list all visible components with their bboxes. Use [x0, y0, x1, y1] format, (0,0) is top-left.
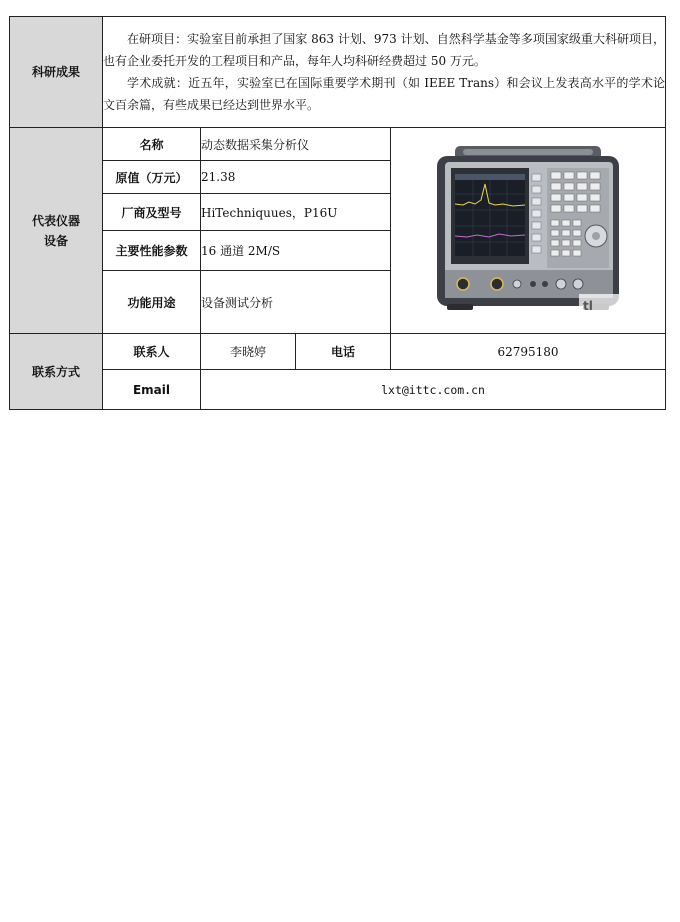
svg-text:tl: tl	[583, 298, 593, 313]
contact-row-person	[10, 334, 666, 370]
equipment-price-label: 原值（万元）	[103, 161, 201, 194]
equipment-row-name	[10, 128, 666, 161]
equipment-usage-label: 功能用途	[103, 271, 201, 334]
research-row	[10, 17, 666, 128]
contact-email-value[interactable]: lxt@ittc.com.cn	[201, 370, 666, 410]
contact-email-label: Email	[103, 370, 201, 410]
research-paragraph-projects: 在研项目：实验室目前承担了国家 863 计划、973 计划、自然科学基金等多项国家级重大科研项目，也有企业委托开发的工程项目和产品，每年人均科研经费超过 50 万元。	[103, 32, 666, 68]
research-paragraph-achievements: 学术成就：近五年，实验室已在国际重要学术期刊（如 IEEE Trans）和会议上发表高水平的学术论文百余篇，有些成果已经达到世界水平。	[103, 76, 666, 112]
equipment-name-label: 名称	[103, 128, 201, 161]
equipment-label-line1: 代表仪器	[31, 213, 80, 228]
contact-person-value: 李晓婷	[201, 334, 296, 370]
equipment-label	[10, 128, 103, 334]
contact-row-email	[10, 370, 666, 410]
contact-phone-value: 62795180	[391, 334, 666, 370]
contact-label: 联系方式	[10, 334, 103, 410]
equipment-model-label: 厂商及型号	[103, 194, 201, 231]
contact-phone-label: 电话	[296, 334, 391, 370]
equipment-specs-value: 16 通道 2M/S	[201, 231, 391, 271]
equipment-label-line2: 设备	[43, 233, 68, 248]
spectrum-analyzer-photo-icon	[433, 144, 623, 318]
research-label: 科研成果	[10, 17, 103, 128]
lab-info-table	[9, 16, 666, 410]
contact-person-label: 联系人	[103, 334, 201, 370]
equipment-photo-cell	[391, 128, 666, 334]
equipment-price-value: 21.38	[201, 161, 391, 194]
research-content	[103, 17, 666, 128]
equipment-usage-value: 设备测试分析	[201, 271, 391, 334]
equipment-model-value: HiTechniquues，P16U	[201, 194, 391, 231]
equipment-specs-label: 主要性能参数	[103, 231, 201, 271]
equipment-name-value: 动态数据采集分析仪	[201, 128, 391, 161]
